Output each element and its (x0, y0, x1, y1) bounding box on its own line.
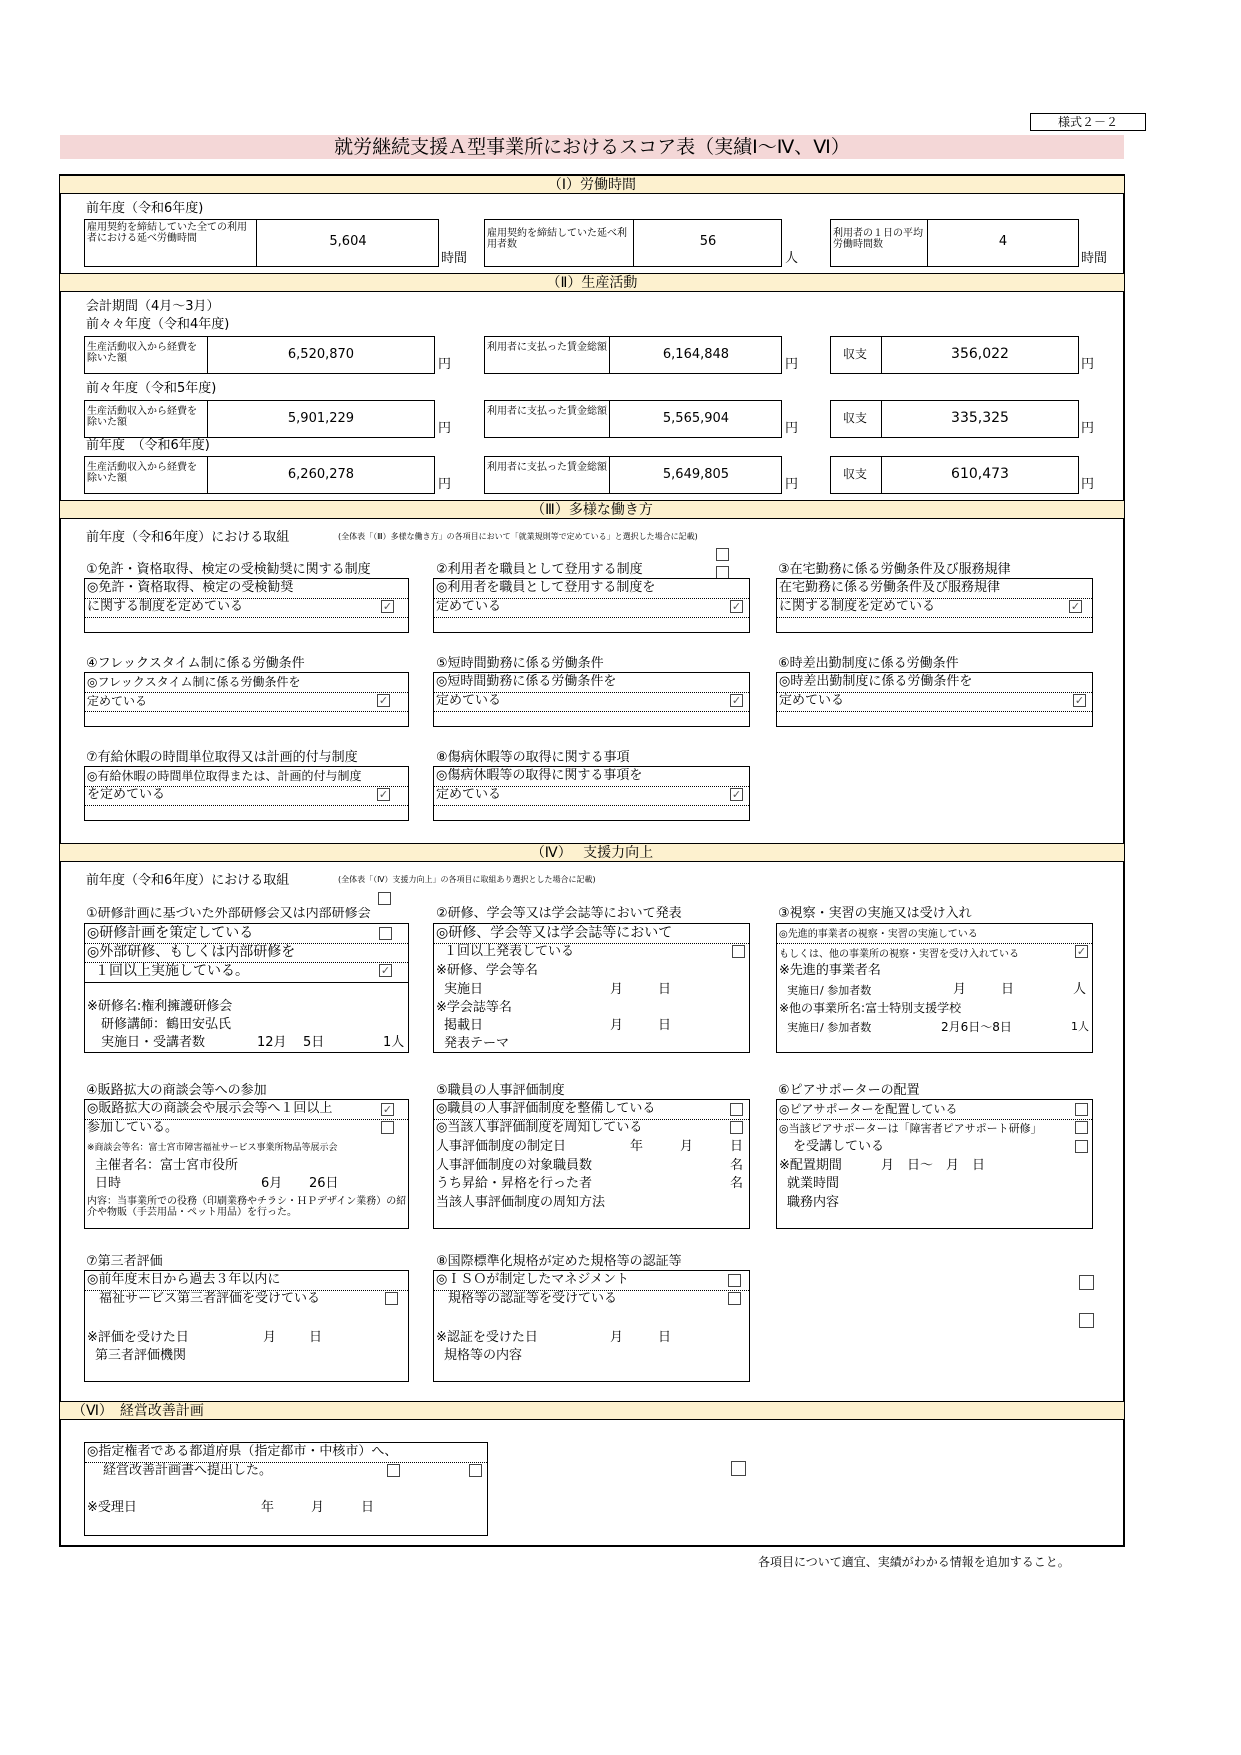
section-4-header: （Ⅳ） 支援力向上 (60, 843, 1124, 862)
s2-income-value[interactable]: 6,520,870 (287, 347, 355, 362)
yen-unit: 円 (1081, 421, 1095, 436)
checkbox[interactable] (1075, 1121, 1088, 1134)
s2-wage-value[interactable]: 5,649,805 (662, 467, 730, 482)
s6-line1: ◎指定権者である都道府県（指定都市・中核市）へ、 (87, 1444, 398, 1459)
s4-item7-title: ⑦第三者評価 (86, 1254, 163, 1269)
s4-i5-count-unit: 名 (730, 1176, 744, 1191)
s4-item6-title: ⑥ピアサポーターの配置 (778, 1083, 920, 1098)
s4-i1-count[interactable]: 1人 (383, 1035, 405, 1050)
s2-income-label: 生産活動収入から経費を除いた額 (87, 342, 197, 364)
s4-i5-line1: ◎職員の人事評価制度を整備している (436, 1101, 656, 1116)
s1-value2[interactable]: 56 (699, 234, 717, 249)
s4-i2-line7: 発表テーマ (444, 1036, 510, 1051)
s3-item7-line2: を定めている (87, 787, 166, 802)
s3-item5-box (433, 672, 750, 727)
s4-item2-box (433, 923, 750, 1053)
s4-i5-line4: 人事評価制度の対象職員数 (436, 1158, 593, 1173)
s2-income-value[interactable]: 6,260,278 (287, 467, 355, 482)
s2-balance-3 (830, 456, 1079, 494)
s6-year-unit: 年 (261, 1500, 275, 1515)
s2-year3-label: 前年度 （令和6年度) (86, 438, 210, 453)
s4-i2-month-unit: 月 (610, 982, 624, 997)
s2-year2-label: 前々年度（令和5年度) (86, 381, 217, 396)
checkbox[interactable] (716, 548, 729, 561)
s4-i3-month-unit: 月 (953, 982, 967, 997)
s4-i1-line6: 実施日・受講者数 (101, 1035, 206, 1050)
s4-i7-line3: ※評価を受けた日 (87, 1330, 189, 1345)
section-1-header: （Ⅰ）労働時間 (60, 175, 1124, 194)
s3-intro: 前年度（令和6年度）における取組 (86, 530, 290, 545)
s4-i4-line2: 参加している。 (87, 1120, 179, 1135)
s3-item1-line1: ◎免許・資格取得、検定の受検勧奨 (87, 580, 294, 595)
s3-item4-line2: 定めている (87, 694, 148, 708)
s4-i7-day-unit: 日 (309, 1330, 323, 1345)
s4-item4-title: ④販路拡大の商談会等への参加 (86, 1083, 267, 1098)
s4-i8-line1: ◎ＩＳＯが制定したマネジメント (436, 1272, 629, 1287)
s4-i1-month[interactable]: 12月 (257, 1035, 287, 1050)
s4-i3-line3: ※先進的事業者名 (779, 963, 881, 978)
s3-item2-box (433, 578, 750, 633)
s2-wage-3 (484, 456, 782, 494)
s4-i5-line5: うち昇給・昇格を行った者 (436, 1176, 593, 1191)
s4-i4-line5: 日時 (95, 1176, 122, 1191)
s1-unit1: 時間 (441, 251, 468, 266)
yen-unit: 円 (785, 477, 799, 492)
checkbox[interactable] (730, 1121, 743, 1134)
s2-income-value[interactable]: 5,901,229 (287, 411, 355, 426)
checkbox[interactable] (379, 927, 392, 940)
s4-i8-line3: ※認証を受けた日 (436, 1330, 538, 1345)
s3-item4-title: ④フレックスタイム制に係る労働条件 (86, 656, 305, 671)
s2-wage-value[interactable]: 5,565,904 (662, 411, 730, 426)
checkbox[interactable] (730, 1103, 743, 1116)
yen-unit: 円 (1081, 477, 1095, 492)
s4-i4-line3: ※商談会等名：富士宮市障害福祉サービス事業所物品等展示会 (87, 1143, 338, 1153)
s3-item2-line1: ◎利用者を職員として登用する制度を (436, 580, 656, 595)
s2-balance-label: 収支 (843, 347, 868, 361)
s4-i6-line3: を受講している (793, 1139, 885, 1154)
checkbox[interactable]: ✓ (380, 964, 391, 977)
s4-i3-line6: 実施日/ 参加者数 (787, 1021, 872, 1034)
s1-year: 前年度（令和6年度) (86, 201, 204, 216)
s3-item8-line2: 定めている (436, 787, 502, 802)
s4-i3-person-unit: 人 (1073, 982, 1087, 997)
s4-i7-month-unit: 月 (263, 1330, 277, 1345)
s4-i2-line4: 実施日 (444, 982, 484, 997)
s3-item6-box (776, 672, 1093, 727)
s4-item8-box (433, 1270, 750, 1382)
s4-i5-line6: 当該人事評価制度の周知方法 (436, 1195, 606, 1210)
s2-year1-label: 前々々年度（令和4年度) (86, 317, 230, 332)
page-title: 就労継続支援Ａ型事業所におけるスコア表（実績Ⅰ～Ⅳ、Ⅵ） (60, 135, 1124, 159)
yen-unit: 円 (785, 421, 799, 436)
checkbox[interactable]: ✓ (382, 1103, 393, 1116)
s4-i4-line6: 内容：当事業所での役務（印刷業務やチラシ・ＨＰデザイン業務）の紹介や物販（手芸用品・ペット用品）を行った。 (87, 1196, 407, 1218)
s2-balance-value[interactable]: 356,022 (951, 346, 1009, 362)
s4-i7-line4: 第三者評価機関 (95, 1348, 187, 1363)
s3-item3-box (776, 578, 1093, 633)
s4-i8-line2: 規格等の認証等を受けている (448, 1291, 618, 1306)
s3-item7-box (84, 766, 409, 821)
section-2-header: （Ⅱ）生産活動 (60, 273, 1124, 292)
s3-item8-title: ⑧傷病休暇等の取得に関する事項 (436, 750, 630, 765)
s2-wage-1 (484, 336, 782, 374)
s2-wage-label: 利用者に支払った賃金総額 (487, 462, 607, 473)
s3-item4-box (84, 672, 409, 727)
checkbox[interactable] (387, 1464, 400, 1477)
s2-balance-label: 収支 (843, 467, 868, 481)
s3-item3-title: ③在宅勤務に係る労働条件及び服務規律 (778, 562, 1011, 577)
s2-income-label: 生産活動収入から経費を除いた額 (87, 406, 197, 428)
s1-unit2: 人 (785, 251, 799, 266)
yen-unit: 円 (438, 421, 452, 436)
checkbox[interactable]: ✓ (378, 788, 389, 801)
s4-i4-line4: 主催者名：富士宮市役所 (95, 1158, 239, 1173)
s4-i6-line6: 職務内容 (787, 1195, 840, 1210)
s1-value3[interactable]: 4 (998, 234, 1008, 249)
checkbox[interactable]: ✓ (731, 788, 742, 801)
s3-item6-line2: 定めている (779, 693, 845, 708)
s2-balance-value[interactable]: 335,325 (951, 410, 1009, 426)
s3-item8-line1: ◎傷病休暇等の取得に関する事項を (436, 768, 643, 783)
s4-i1-line2: ◎外部研修、もしくは内部研修を (87, 944, 296, 960)
checkbox[interactable]: ✓ (1070, 600, 1081, 613)
s4-i3-line4: 実施日/ 参加者数 (787, 984, 872, 997)
s4-item5-box (433, 1099, 750, 1229)
checkbox[interactable]: ✓ (378, 694, 389, 707)
s3-item3-line1: 在宅勤務に係る労働条件及び服務規律 (779, 580, 1001, 595)
s3-item2-line2: 定めている (436, 599, 502, 614)
checkbox[interactable] (385, 1292, 398, 1305)
s2-income-label: 生産活動収入から経費を除いた額 (87, 462, 197, 484)
s4-item3-title: ③視察・実習の実施又は受け入れ (778, 906, 972, 921)
checkbox[interactable]: ✓ (382, 600, 393, 613)
s4-i8-line4: 規格等の内容 (444, 1348, 523, 1363)
s2-period: 会計期間（4月～3月） (86, 299, 220, 314)
s4-i3-date[interactable]: 2月6日～8日 (941, 1020, 1012, 1034)
s4-i8-month-unit: 月 (610, 1330, 624, 1345)
s4-i5-line3: 人事評価制度の制定日 (436, 1139, 567, 1154)
checkbox[interactable] (378, 892, 391, 905)
s3-item5-line1: ◎短時間勤務に係る労働条件を (436, 674, 617, 689)
s4-intro: 前年度（令和6年度）における取組 (86, 873, 290, 888)
checkbox[interactable]: ✓ (731, 600, 742, 613)
s4-i1-line1: ◎研修計画を策定している (87, 925, 254, 941)
section-6-header: （Ⅵ） 経営改善計画 (60, 1401, 1124, 1420)
s4-item5-title: ⑤職員の人事評価制度 (436, 1083, 565, 1098)
s4-i4-line1: ◎販路拡大の商談会や展示会等へ１回以上 (87, 1101, 333, 1116)
s1-label2: 雇用契約を締結していた延べ利用者数 (487, 228, 627, 250)
s1-label1: 雇用契約を締結していた全ての利用者における延べ労働時間 (87, 222, 247, 244)
s4-i5-month-unit: 月 (680, 1139, 694, 1154)
checkbox[interactable] (469, 1464, 482, 1477)
s3-item8-box (433, 766, 750, 821)
checkbox[interactable] (1079, 1313, 1094, 1328)
s4-i5-day-unit: 日 (730, 1139, 744, 1154)
s4-i6-line1: ◎ピアサポーターを配置している (779, 1102, 958, 1116)
s3-item1-line2: に関する制度を定めている (87, 599, 244, 614)
s2-balance-1 (830, 336, 1079, 374)
checkbox[interactable]: ✓ (731, 694, 742, 707)
checkbox[interactable] (1079, 1275, 1094, 1290)
footer-note: 各項目について適宜、実績がわかる情報を追加すること。 (758, 1555, 1070, 1569)
s4-i3-day-unit: 日 (1001, 982, 1015, 997)
s4-i4-month[interactable]: 6月 (261, 1176, 283, 1191)
s4-item4-box (84, 1099, 409, 1229)
s1-field2 (484, 219, 782, 267)
yen-unit: 円 (438, 357, 452, 372)
s4-i2-day-unit: 日 (658, 982, 672, 997)
s4-item6-box (776, 1099, 1093, 1229)
s4-i3-count[interactable]: 1人 (1071, 1020, 1089, 1033)
s4-i6-line2: ◎当該ピアサポーターは「障害者ピアサポート研修」 (779, 1122, 1042, 1135)
s3-item1-title: ①免許・資格取得、検定の受検勧奨に関する制度 (86, 562, 371, 577)
s2-wage-2 (484, 400, 782, 438)
s2-wage-label: 利用者に支払った賃金総額 (487, 342, 607, 353)
s1-field3 (830, 219, 1079, 267)
s3-item1-box (84, 578, 409, 633)
s4-i2-line6: 掲載日 (444, 1018, 484, 1033)
s4-i5-year-unit: 年 (630, 1139, 644, 1154)
s2-income-1 (84, 336, 435, 374)
s4-i3-line2: もしくは、他の事業所の視察・実習を受け入れている (779, 949, 1019, 960)
s4-i6-period[interactable]: 月 日～ 月 日 (881, 1158, 986, 1173)
s4-i8-day-unit: 日 (658, 1330, 672, 1345)
s6-box (84, 1442, 488, 1536)
s4-i2-month-unit: 月 (610, 1018, 624, 1033)
s4-i2-line5: ※学会誌等名 (436, 1000, 512, 1015)
s6-line3: ※受理日 (87, 1500, 137, 1515)
yen-unit: 円 (438, 477, 452, 492)
s4-i2-line1: ◎研修、学会等又は学会誌等において (436, 925, 673, 941)
s4-intro-note: (全体表「（Ⅳ）支援力向上」の各項目に取組あり選択とした場合に記載) (338, 875, 596, 884)
s3-item7-title: ⑦有給休暇の時間単位取得又は計画的付与制度 (86, 750, 358, 765)
s4-i1-line3: １回以上実施している。 (95, 963, 249, 979)
checkbox[interactable]: ✓ (1074, 694, 1085, 707)
s1-value1[interactable]: 5,604 (329, 234, 367, 249)
s3-item7-line1: ◎有給休暇の時間単位取得または、計画的付与制度 (87, 769, 362, 783)
form-id: 様式２－２ (1030, 113, 1146, 131)
s4-i2-day-unit: 日 (658, 1018, 672, 1033)
s2-balance-value[interactable]: 610,473 (951, 466, 1009, 482)
s3-item6-line1: ◎時差出勤制度に係る労働条件を (779, 674, 973, 689)
checkbox[interactable] (731, 1461, 746, 1476)
s4-item7-box (84, 1270, 409, 1382)
checkbox[interactable]: ✓ (1076, 945, 1087, 958)
s2-income-2 (84, 400, 435, 438)
s3-item3-line2: に関する制度を定めている (779, 599, 936, 614)
s4-i1-line5: 研修講師：鶴田安弘氏 (101, 1017, 232, 1032)
s4-item1-box (84, 923, 409, 1053)
checkbox[interactable] (1075, 1140, 1088, 1153)
s4-item1-title: ①研修計画に基づいた外部研修会又は内部研修会 (86, 907, 371, 921)
s4-i2-line3: ※研修、学会等名 (436, 963, 538, 978)
s2-wage-label: 利用者に支払った賃金総額 (487, 406, 607, 417)
s4-i7-line1: ◎前年度末日から過去３年以内に (87, 1272, 281, 1287)
s3-item2-title: ②利用者を職員として登用する制度 (436, 562, 643, 577)
s4-item3-box (776, 923, 1093, 1053)
s4-i7-line2: 福祉サービス第三者評価を受けている (99, 1291, 321, 1306)
s4-i2-line2: １回以上発表している (444, 944, 575, 959)
checkbox[interactable] (381, 1121, 394, 1134)
checkbox[interactable] (1075, 1103, 1088, 1116)
s3-item5-line2: 定めている (436, 693, 502, 708)
s4-item2-title: ②研修、学会等又は学会誌等において発表 (436, 906, 682, 921)
s1-field1 (84, 219, 439, 267)
s6-line2: 経営改善計画書へ提出した。 (103, 1463, 273, 1478)
s4-i6-line4: ※配置期間 (779, 1158, 842, 1173)
s4-i6-line5: 就業時間 (787, 1176, 840, 1191)
s4-item8-title: ⑧国際標準化規格が定めた規格等の認証等 (436, 1254, 682, 1269)
checkbox[interactable] (728, 1274, 741, 1287)
checkbox[interactable] (732, 945, 745, 958)
s4-i3-line1: ◎先進的事業者の視察・実習の実施している (779, 929, 978, 940)
s6-month-unit: 月 (311, 1500, 325, 1515)
s3-item4-line1: ◎フレックスタイム制に係る労働条件を (87, 675, 301, 689)
s2-balance-2 (830, 400, 1079, 438)
s3-intro-note: (全体表「（Ⅲ）多様な働き方」の各項目において「就業規則等で定めている」と選択した場合に記載) (338, 532, 698, 541)
yen-unit: 円 (1081, 357, 1095, 372)
s2-wage-value[interactable]: 6,164,848 (662, 347, 730, 362)
s1-unit3: 時間 (1081, 251, 1108, 266)
s2-income-3 (84, 456, 435, 494)
s3-item5-title: ⑤短時間勤務に係る労働条件 (436, 656, 604, 671)
s4-i4-day[interactable]: 26日 (309, 1176, 339, 1191)
section-3-header: （Ⅲ）多様な働き方 (60, 500, 1124, 519)
s1-label3: 利用者の１日の平均労働時間数 (833, 228, 923, 250)
s2-balance-label: 収支 (843, 411, 868, 425)
yen-unit: 円 (785, 357, 799, 372)
s4-i1-line4: ※研修名:権利擁護研修会 (87, 999, 233, 1014)
s4-i3-line5: ※他の事業所名:富士特別支援学校 (779, 1001, 962, 1015)
s6-day-unit: 日 (361, 1500, 375, 1515)
checkbox[interactable] (728, 1292, 741, 1305)
s4-i1-day[interactable]: 5日 (303, 1035, 325, 1050)
s4-i5-line2: ◎当該人事評価制度を周知している (436, 1120, 643, 1135)
s3-item6-title: ⑥時差出勤制度に係る労働条件 (778, 656, 959, 671)
s4-i5-count-unit: 名 (730, 1158, 744, 1173)
